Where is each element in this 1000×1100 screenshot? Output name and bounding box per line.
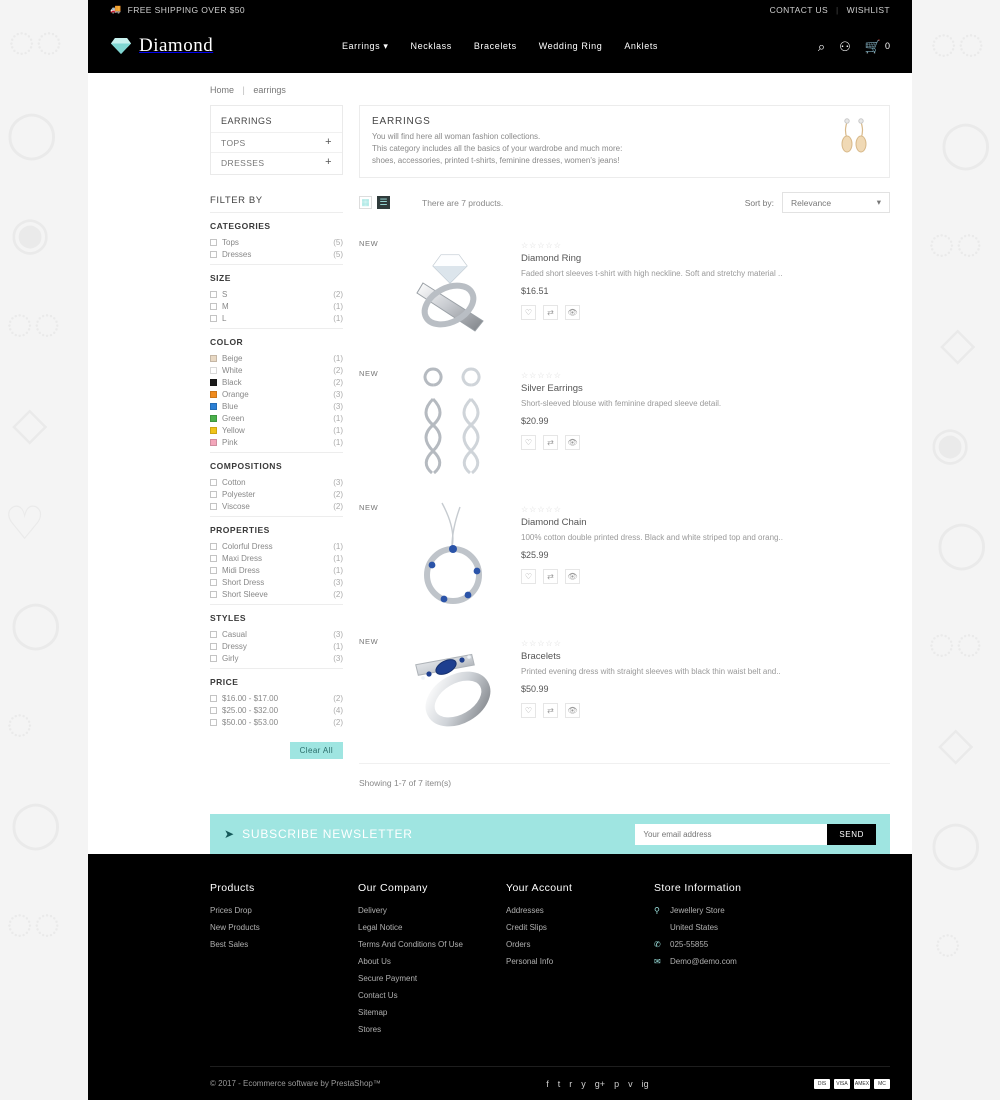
facet-option-label: Beige xyxy=(222,353,243,363)
facet-option-label: Short Dress xyxy=(222,577,265,587)
facet-option[interactable] xyxy=(210,552,343,564)
expand-icon[interactable]: + xyxy=(325,156,332,168)
store-email[interactable] xyxy=(654,957,854,966)
pinterest-icon[interactable]: p xyxy=(614,1078,620,1089)
product-name[interactable]: Silver Earrings xyxy=(521,383,583,394)
youtube-icon[interactable]: y xyxy=(581,1078,586,1089)
product-actions xyxy=(521,435,890,450)
facet-title: STYLES xyxy=(210,613,247,623)
add-to-compare-icon[interactable]: ⇄ xyxy=(543,703,558,718)
payment-visa-icon: VISA xyxy=(834,1079,850,1089)
facet-option-count: (2) xyxy=(333,365,343,375)
color-swatch-pink[interactable] xyxy=(210,439,217,446)
facet-option-count: (1) xyxy=(333,353,343,363)
facet-styles xyxy=(210,604,343,668)
facet-option[interactable] xyxy=(210,312,343,324)
footer-bottom xyxy=(210,1066,890,1100)
header-tools xyxy=(818,40,890,53)
facet-option[interactable] xyxy=(210,564,343,576)
color-swatch-green[interactable] xyxy=(210,415,217,422)
diamond-icon xyxy=(110,37,132,55)
footer-link[interactable]: Contact Us xyxy=(358,991,398,1000)
facet-option[interactable] xyxy=(210,388,343,400)
site-footer xyxy=(88,854,912,1100)
facet-option[interactable] xyxy=(210,488,343,500)
product-description: Printed evening dress with straight sleeves with black thin waist belt and.. xyxy=(521,667,781,676)
facet-option-label: Dressy xyxy=(222,641,247,651)
user-account-icon[interactable]: ⚇ xyxy=(839,38,851,54)
category-tree-title: EARRINGS xyxy=(221,116,273,126)
instagram-icon[interactable]: ig xyxy=(641,1078,649,1089)
category-desc-line-2: This category includes all the basics of your wardrobe and much more: xyxy=(372,144,623,153)
site-header xyxy=(88,19,912,73)
facet-option-count: (1) xyxy=(333,565,343,575)
facet-option[interactable] xyxy=(210,288,343,300)
facet-option-count: (2) xyxy=(333,717,343,727)
store-address-text: Jewellery Store xyxy=(670,906,725,915)
facet-option[interactable] xyxy=(210,628,343,640)
store-page xyxy=(88,0,912,1100)
facet-option-label: Yellow xyxy=(222,425,245,435)
add-to-wishlist-icon[interactable]: ♡ xyxy=(521,435,536,450)
product-image-ring-sapphire[interactable] xyxy=(393,633,511,745)
facet-option[interactable] xyxy=(210,400,343,412)
footer-link[interactable]: Delivery xyxy=(358,906,387,915)
facet-option[interactable] xyxy=(210,424,343,436)
phone-icon: ✆ xyxy=(654,940,661,949)
footer-column-title: Products xyxy=(210,882,255,894)
product-list xyxy=(359,225,890,757)
checkbox-icon[interactable] xyxy=(210,643,217,650)
facet-title: CATEGORIES xyxy=(210,221,271,231)
checkbox-icon[interactable] xyxy=(210,543,217,550)
newsletter-title: SUBSCRIBE NEWSLETTER xyxy=(242,827,413,841)
category-tree xyxy=(210,105,343,175)
facet-option[interactable] xyxy=(210,376,343,388)
facet-option-label: Blue xyxy=(222,401,239,411)
top-bar xyxy=(88,0,912,19)
facet-option-label: Colorful Dress xyxy=(222,541,273,551)
checkbox-icon[interactable] xyxy=(210,567,217,574)
facet-option-count: (4) xyxy=(333,705,343,715)
color-swatch-blue[interactable] xyxy=(210,403,217,410)
cart-count: 0 xyxy=(884,41,890,51)
facet-option-label: M xyxy=(222,301,229,311)
cart-button[interactable] xyxy=(865,40,890,53)
product-description: Faded short sleeves t-shirt with high neckline. Soft and stretchy material .. xyxy=(521,269,783,278)
nav-item-bracelets[interactable]: Bracelets xyxy=(473,40,517,51)
checkbox-icon[interactable] xyxy=(210,655,217,662)
facet-option-label: Black xyxy=(222,377,242,387)
product-image-earrings-infinity[interactable] xyxy=(393,365,511,477)
footer-link[interactable]: Addresses xyxy=(506,906,544,915)
product-rating: ☆☆☆☆☆ xyxy=(521,505,562,514)
facet-option-label: $25.00 - $32.00 xyxy=(222,705,279,715)
add-to-wishlist-icon[interactable]: ♡ xyxy=(521,703,536,718)
facet-title: PRICE xyxy=(210,677,239,687)
add-to-compare-icon[interactable]: ⇄ xyxy=(543,305,558,320)
facet-option-label: Orange xyxy=(222,389,249,399)
view-switch xyxy=(359,196,390,209)
product-actions xyxy=(521,305,890,320)
facet-price xyxy=(210,668,343,732)
chevron-down-icon: ▾ xyxy=(876,197,881,207)
facet-properties xyxy=(210,516,343,604)
facet-option-label: Maxi Dress xyxy=(222,553,263,563)
facet-option-count: (1) xyxy=(333,301,343,311)
facet-size xyxy=(210,264,343,328)
facet-option[interactable] xyxy=(210,300,343,312)
footer-link[interactable]: Best Sales xyxy=(210,940,249,949)
checkbox-icon[interactable] xyxy=(210,239,217,246)
facet-option-count: (3) xyxy=(333,401,343,411)
facet-title: PROPERTIES xyxy=(210,525,270,535)
envelope-icon: ✉ xyxy=(654,957,661,966)
product-name[interactable]: Diamond Ring xyxy=(521,253,582,264)
product-name[interactable]: Diamond Chain xyxy=(521,517,587,528)
footer-column-store-information xyxy=(654,882,854,1042)
color-swatch-orange[interactable] xyxy=(210,391,217,398)
footer-column-our-company xyxy=(358,882,506,1042)
quick-view-icon[interactable]: 👁 xyxy=(565,435,580,450)
product-badge: NEW xyxy=(359,369,379,378)
checkbox-icon[interactable] xyxy=(210,707,217,714)
category-label: TOPS xyxy=(221,137,246,148)
category-desc-line-3: shoes, accessories, printed t-shirts, feminine dresses, women's jeans! xyxy=(372,156,620,165)
expand-icon[interactable]: + xyxy=(325,136,332,148)
checkbox-icon[interactable] xyxy=(210,291,217,298)
sort-selected-value: Relevance xyxy=(791,197,832,208)
product-price: $20.99 xyxy=(521,416,549,426)
facet-option-count: (2) xyxy=(333,693,343,703)
product-count: There are 7 products. xyxy=(422,197,504,208)
footer-link[interactable]: Prices Drop xyxy=(210,906,252,915)
breadcrumb-current: earrings xyxy=(253,85,286,95)
payment-discover-icon: DIS xyxy=(814,1079,830,1089)
facet-option-label: Tops xyxy=(222,237,239,247)
grid-view-button[interactable]: ▦ xyxy=(359,196,372,209)
facet-option-count: (2) xyxy=(333,489,343,499)
wishlist-link[interactable]: WISHLIST xyxy=(846,4,890,15)
color-swatch-white[interactable] xyxy=(210,367,217,374)
category-desc-line-1: You will find here all woman fashion collections. xyxy=(372,132,541,141)
free-shipping-text: FREE SHIPPING OVER $50 xyxy=(127,4,246,15)
footer-link[interactable]: Secure Payment xyxy=(358,974,418,983)
product-price: $25.99 xyxy=(521,550,549,560)
facet-categories xyxy=(210,212,343,264)
footer-column-your-account xyxy=(506,882,654,1042)
facet-option-label: Girly xyxy=(222,653,239,663)
nav-item-necklass[interactable]: Necklass xyxy=(410,40,452,51)
product-actions xyxy=(521,703,890,718)
quick-view-icon[interactable]: 👁 xyxy=(565,703,580,718)
facet-option-count: (1) xyxy=(333,641,343,651)
facet-option-label: S xyxy=(222,289,228,299)
search-icon[interactable]: ⌕ xyxy=(817,38,826,54)
checkbox-icon[interactable] xyxy=(210,479,217,486)
color-swatch-black[interactable] xyxy=(210,379,217,386)
facet-option-count: (3) xyxy=(333,477,343,487)
product-description: Short-sleeved blouse with feminine draped sleeve detail. xyxy=(521,399,722,408)
footer-column-title: Store Information xyxy=(654,882,742,894)
quick-view-icon[interactable]: 👁 xyxy=(565,305,580,320)
facet-option[interactable] xyxy=(210,248,343,260)
facet-option[interactable] xyxy=(210,652,343,664)
facet-option-label: Casual xyxy=(222,629,247,639)
facet-option-label: Polyester xyxy=(222,489,256,499)
facet-option-count: (1) xyxy=(333,553,343,563)
list-view-button[interactable]: ☰ xyxy=(377,196,390,209)
facet-option[interactable] xyxy=(210,412,343,424)
breadcrumb-separator: | xyxy=(242,85,245,95)
facet-option[interactable] xyxy=(210,436,343,448)
product-badge: NEW xyxy=(359,503,379,512)
quick-view-icon[interactable]: 👁 xyxy=(565,569,580,584)
facet-option-count: (3) xyxy=(333,389,343,399)
footer-link[interactable]: Sitemap xyxy=(358,1008,388,1017)
payment-amex-icon: AMEX xyxy=(854,1080,870,1087)
checkbox-icon[interactable] xyxy=(210,695,217,702)
facet-option[interactable] xyxy=(210,640,343,652)
twitter-icon[interactable]: t xyxy=(557,1078,561,1089)
product-actions xyxy=(521,569,890,584)
add-to-wishlist-icon[interactable]: ♡ xyxy=(521,305,536,320)
facet-option[interactable] xyxy=(210,588,343,600)
vimeo-icon[interactable]: v xyxy=(628,1078,633,1089)
facet-title: SIZE xyxy=(210,273,231,283)
facet-option[interactable] xyxy=(210,236,343,248)
topbar-divider: | xyxy=(836,4,839,15)
nav-item-anklets[interactable]: Anklets xyxy=(624,40,659,51)
paper-plane-icon: ➤ xyxy=(224,827,235,841)
product-row[interactable] xyxy=(359,225,890,355)
product-image-pendant-chain[interactable] xyxy=(393,499,511,611)
store-phone xyxy=(654,940,854,949)
facet-option-label: $16.00 - $17.00 xyxy=(222,693,279,703)
brand-name: Diamond xyxy=(139,35,214,56)
facet-title: COLOR xyxy=(210,337,244,347)
footer-link[interactable]: Orders xyxy=(506,940,531,949)
listing-toolbar xyxy=(359,192,890,213)
product-rating: ☆☆☆☆☆ xyxy=(521,371,562,380)
facet-option-count: (5) xyxy=(333,249,343,259)
newsletter-email-input[interactable] xyxy=(635,824,827,845)
add-to-compare-icon[interactable]: ⇄ xyxy=(543,435,558,450)
product-row[interactable] xyxy=(359,489,890,623)
footer-link[interactable]: Legal Notice xyxy=(358,923,403,932)
social-links xyxy=(546,1079,648,1089)
facet-option-count: (2) xyxy=(333,589,343,599)
add-to-compare-icon[interactable]: ⇄ xyxy=(543,569,558,584)
checkbox-icon[interactable] xyxy=(210,503,217,510)
facet-option-label: Green xyxy=(222,413,245,423)
facet-option-count: (1) xyxy=(333,313,343,323)
rss-icon[interactable]: r xyxy=(569,1078,573,1089)
store-phone-text: 025-55855 xyxy=(670,940,709,949)
facet-option[interactable] xyxy=(210,476,343,488)
facet-option[interactable] xyxy=(210,540,343,552)
facet-option-label: Pink xyxy=(222,437,238,447)
facet-option-count: (1) xyxy=(333,425,343,435)
checkbox-icon[interactable] xyxy=(210,591,217,598)
contact-us-link[interactable]: CONTACT US xyxy=(769,4,829,15)
pagination-summary: Showing 1-7 of 7 item(s) xyxy=(359,763,890,814)
store-address-line-2: United States xyxy=(670,923,719,932)
facet-option-label: Midi Dress xyxy=(222,565,260,575)
facet-option-count: (2) xyxy=(333,289,343,299)
store-address-line-1 xyxy=(654,906,854,915)
checkbox-icon[interactable] xyxy=(210,579,217,586)
copyright-text: © 2017 - Ecommerce software by PrestaShop™ xyxy=(210,1079,381,1088)
footer-link[interactable]: Stores xyxy=(358,1025,382,1034)
facet-option-count: (1) xyxy=(333,541,343,551)
checkbox-icon[interactable] xyxy=(210,631,217,638)
facet-option[interactable] xyxy=(210,704,343,716)
footer-link[interactable]: Credit Slips xyxy=(506,923,547,932)
logo[interactable] xyxy=(110,35,213,57)
category-description-box xyxy=(359,105,890,178)
page-background: ◌◌ ◯ ◉ ◌◌ ◇ ♡ ◯ ◌ ◯ ◌◌ ◌◌ ◯ ◌◌ ◇ ◉ ◯ ◌◌ ◇ ◯ ◌ xyxy=(0,0,1000,1000)
facet-option-label: $50.00 - $53.00 xyxy=(222,717,279,727)
payment-methods xyxy=(814,1079,890,1089)
nav-item-earrings[interactable]: Earrings ▾ xyxy=(341,40,389,51)
page-title: EARRINGS xyxy=(372,116,431,127)
facet-option-count: (1) xyxy=(333,413,343,423)
cart-icon: 🛒 xyxy=(864,38,881,54)
product-rating: ☆☆☆☆☆ xyxy=(521,639,562,648)
facet-color xyxy=(210,328,343,452)
checkbox-icon[interactable] xyxy=(210,303,217,310)
color-swatch-beige[interactable] xyxy=(210,355,217,362)
facet-option[interactable] xyxy=(210,716,343,728)
breadcrumb xyxy=(88,73,912,105)
facet-option[interactable] xyxy=(210,352,343,364)
breadcrumb-home[interactable]: Home xyxy=(210,85,235,95)
product-price: $16.51 xyxy=(521,286,549,296)
nav-item-wedding-ring[interactable]: Wedding Ring xyxy=(538,40,603,51)
product-rating: ☆☆☆☆☆ xyxy=(521,241,562,250)
map-pin-icon: ⚲ xyxy=(654,906,660,915)
facet-title: COMPOSITIONS xyxy=(210,461,283,471)
checkbox-icon[interactable] xyxy=(210,315,217,322)
facet-option-count: (1) xyxy=(333,437,343,447)
facet-option-label: White xyxy=(222,365,243,375)
checkbox-icon[interactable] xyxy=(210,251,217,258)
facet-option[interactable] xyxy=(210,364,343,376)
product-badge: NEW xyxy=(359,239,379,248)
sort-label: Sort by: xyxy=(744,197,774,208)
product-image-ring-solitaire[interactable] xyxy=(393,235,511,343)
product-name[interactable]: Bracelets xyxy=(521,651,561,662)
facet-option-label: Viscose xyxy=(222,501,250,511)
footer-column-products xyxy=(210,882,358,1042)
sort-select[interactable] xyxy=(782,192,890,213)
category-thumbnail xyxy=(831,116,877,158)
facet-option-label: Cotton xyxy=(222,477,246,487)
facet-option-count: (2) xyxy=(333,501,343,511)
color-swatch-yellow[interactable] xyxy=(210,427,217,434)
product-description: 100% cotton double printed dress. Black and white striped top and orang.. xyxy=(521,533,783,542)
facet-option[interactable] xyxy=(210,576,343,588)
newsletter-send-button[interactable]: SEND xyxy=(827,824,876,845)
filter-by-title: FILTER BY xyxy=(210,195,263,206)
footer-column-title: Our Company xyxy=(358,882,428,894)
facet-option-label: Short Sleeve xyxy=(222,589,268,599)
footer-link[interactable]: About Us xyxy=(358,957,391,966)
checkbox-icon[interactable] xyxy=(210,555,217,562)
truck-icon: 🚚 xyxy=(110,4,122,14)
google-plus-icon[interactable]: g+ xyxy=(594,1078,606,1089)
newsletter-bar xyxy=(210,814,890,854)
footer-link[interactable]: New Products xyxy=(210,923,260,932)
facet-option-count: (2) xyxy=(333,377,343,387)
store-email-text: Demo@demo.com xyxy=(670,957,737,966)
facet-option-count: (3) xyxy=(333,629,343,639)
product-row[interactable] xyxy=(359,623,890,757)
facet-option-count: (3) xyxy=(333,577,343,587)
add-to-wishlist-icon[interactable]: ♡ xyxy=(521,569,536,584)
facet-option-label: L xyxy=(222,313,227,323)
product-row[interactable] xyxy=(359,355,890,489)
facet-option-count: (5) xyxy=(333,237,343,247)
facet-compositions xyxy=(210,452,343,516)
facet-option-count: (3) xyxy=(333,653,343,663)
product-listing xyxy=(359,105,890,814)
category-label: DRESSES xyxy=(221,157,265,168)
paypal-icon[interactable]: f xyxy=(546,1078,549,1089)
category-tree-item-dresses[interactable] xyxy=(211,152,342,172)
footer-column-title: Your Account xyxy=(506,882,573,894)
product-badge: NEW xyxy=(359,637,379,646)
checkbox-icon[interactable] xyxy=(210,719,217,726)
footer-link[interactable]: Personal Info xyxy=(506,957,554,966)
category-tree-item-tops[interactable] xyxy=(211,132,342,152)
footer-link[interactable]: Terms And Conditions Of Use xyxy=(358,940,463,949)
clear-all-button[interactable]: Clear All xyxy=(290,742,343,759)
product-price: $50.99 xyxy=(521,684,549,694)
checkbox-icon[interactable] xyxy=(210,491,217,498)
payment-mastercard-icon: MC xyxy=(874,1079,890,1089)
facet-option[interactable] xyxy=(210,692,343,704)
facet-option[interactable] xyxy=(210,500,343,512)
facet-option-label: Dresses xyxy=(222,249,252,259)
sidebar xyxy=(210,105,343,814)
